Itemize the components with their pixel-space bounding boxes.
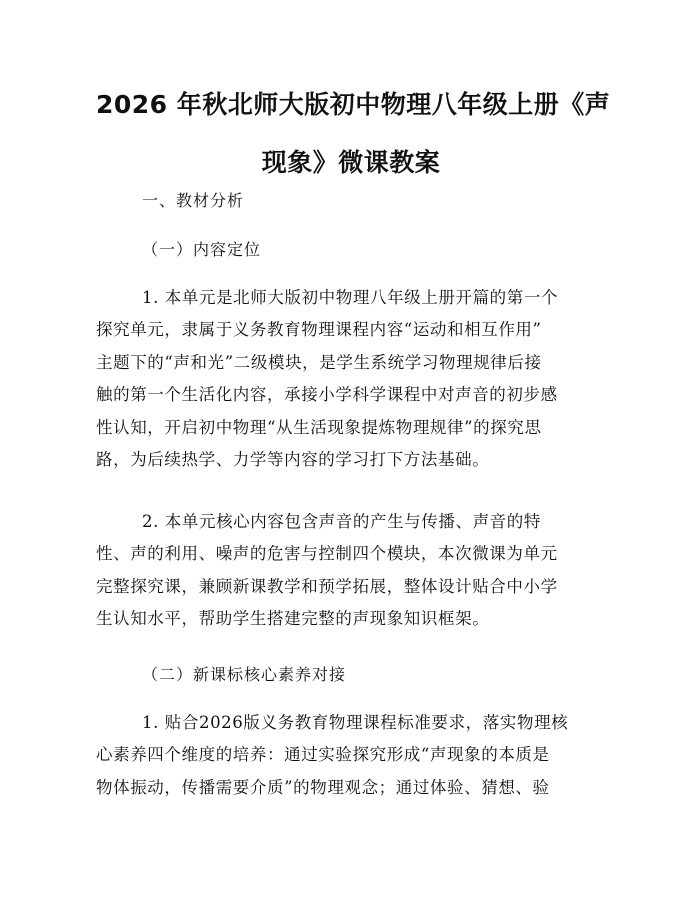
paragraph-line: 1. 贴合2026版义务教育物理课程标准要求，落实物理核	[142, 713, 569, 732]
title-line-1: 2026 年秋北师大版初中物理八年级上册《声	[96, 90, 611, 119]
paragraph-line: 2. 本单元核心内容包含声音的产生与传播、声音的特	[142, 512, 541, 531]
subsection-heading-content-positioning: （一）内容定位	[142, 240, 262, 259]
document-title	[96, 76, 611, 192]
paragraph-line: 主题下的“声和光”二级模块，是学生系统学习物理规律后接	[96, 352, 542, 372]
paragraph-line: 生认知水平，帮助学生搭建完整的声现象知识框架。	[96, 609, 490, 629]
subsection-heading-core-literacy: （二）新课标核心素养对接	[142, 665, 347, 684]
paragraph-3	[96, 707, 608, 804]
paragraph-line: 性、声的利用、噪声的危害与控制四个模块，本次微课为单元	[96, 544, 558, 564]
paragraph-line: 路，为后续热学、力学等内容的学习打下方法基础。	[96, 450, 490, 470]
paragraph-line: 心素养四个维度的培养：通过实验探究形成“声现象的本质是	[96, 745, 550, 765]
paragraph-2	[96, 506, 608, 636]
paragraph-line: 1. 本单元是北师大版初中物理八年级上册开篇的第一个	[142, 288, 559, 307]
paragraph-1	[96, 282, 608, 476]
paragraph-line: 触的第一个生活化内容，承接小学科学课程中对声音的初步感	[96, 385, 558, 405]
paragraph-line: 探究单元，隶属于义务教育物理课程内容“运动和相互作用”	[96, 320, 542, 340]
section-heading-textbook-analysis: 一、教材分析	[142, 191, 245, 210]
title-line-2: 现象》微课教案	[261, 148, 441, 177]
paragraph-line: 性认知，开启初中物理“从生活现象提炼物理规律”的探究思	[96, 417, 542, 437]
paragraph-line: 物体振动，传播需要介质”的物理观念；通过体验、猜想、验	[96, 777, 550, 797]
paragraph-line: 完整探究课，兼顾新课教学和预学拓展，整体设计贴合中小学	[96, 576, 558, 596]
